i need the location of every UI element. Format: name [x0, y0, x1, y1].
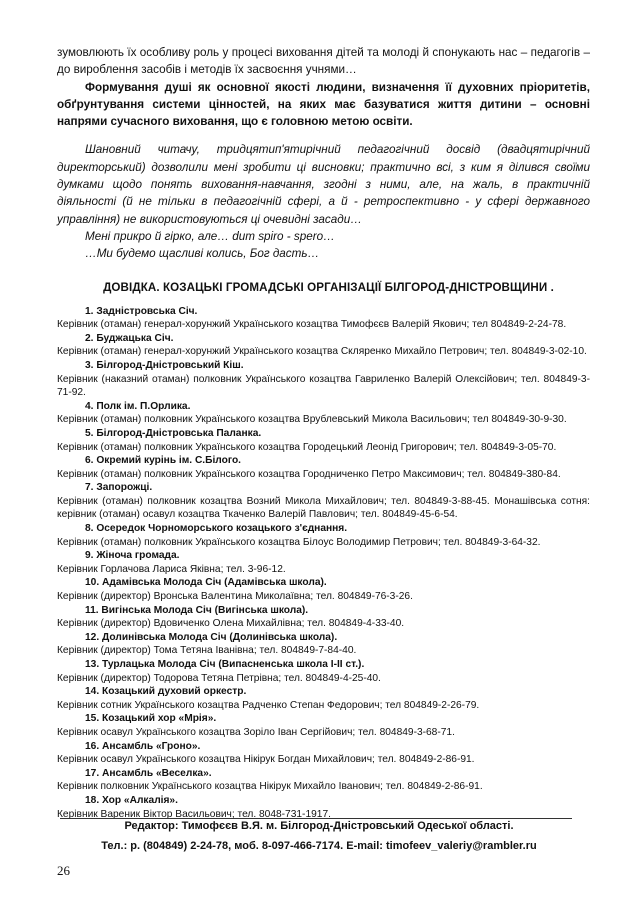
list-item [57, 305, 590, 332]
list-item [57, 631, 590, 658]
list-item [57, 740, 590, 767]
intro-paragraph-4: Мені прикро й гірко, але… dum spiro - spero… [85, 229, 335, 243]
org-body: Керівник (директор) Тома Тетяна Іванівна; тел. 804849-7-84-40. [57, 645, 357, 657]
org-title: 10. Адамівська Молода Січ (Адамівська школа). [85, 577, 327, 589]
intro-paragraph-3: Шановний читачу, тридцятип'ятирічний педагогічний досвід (двадцятирічний директорський) дозволили мені зробити ці висновки; практично всі, з ким я ділився своїми думками щодо понять виховання-навчання, згодні з ними, але, на жаль, в практичній діяльності (й не тільки в педагогічній сфері, а й - ретроспективно - у сфері державного управління) не використовуються ці очевидні засади… [57, 143, 590, 226]
org-body: Керівник (директор) Вдовиченко Олена Михайлівна; тел. 804849-4-33-40. [57, 618, 405, 630]
org-title: 4. Полк ім. П.Орлика. [85, 400, 191, 412]
page-content [57, 44, 590, 821]
footer-divider [60, 818, 572, 819]
org-body: Керівник Вареник Віктор Васильович; тел. 8048-731-1917. [57, 808, 331, 820]
org-body: Керівник (наказний отаман) полковник Українського козацтва Гавриленко Валерій Олексійович; тел. 804849-3-71-92. [57, 373, 590, 399]
intro-paragraph-1: зумовлюють їх особливу роль у процесі виховання дітей та молоді й спонукають нас – педагогів – до вироблення засобів і методів їх засвоєння учнями… [57, 46, 590, 77]
org-title: 1. Задністровська Січ. [85, 305, 198, 317]
org-title: 16. Ансамбль «Гроно». [85, 740, 201, 752]
org-body: Керівник осавул Українського козацтва Зоріло Іван Сергійович; тел. 804849-3-68-71. [57, 726, 455, 738]
org-title: 7. Запорожці. [85, 482, 153, 494]
list-item [57, 604, 590, 631]
org-title: 15. Козацький хор «Мрія». [85, 713, 217, 725]
page-number: 26 [57, 863, 70, 878]
org-body: Керівник (отаман) генерал-хорунжий Українського козацтва Скляренко Михайло Петрович; тел. 804849-3-02-10. [57, 346, 587, 358]
org-body: Керівник Горлачова Лариса Яківна; тел. 3-96-12. [57, 563, 286, 575]
list-item [57, 481, 590, 522]
org-title: 5. Білгород-Дністровська Паланка. [85, 427, 262, 439]
org-body: Керівник (отаман) полковник Українського козацтва Городецький Леонід Григорович; тел. 804849-3-05-70. [57, 441, 557, 453]
org-title: 8. Осередок Чорноморського козацького з'єднання. [85, 523, 348, 535]
list-item [57, 522, 590, 549]
list-item [57, 549, 590, 576]
org-title: 14. Козацький духовий оркестр. [85, 686, 247, 698]
section-heading: ДОВІДКА. КОЗАЦЬКІ ГРОМАДСЬКІ ОРГАНІЗАЦІЇ БІЛГОРОД-ДНІСТРОВЩИНИ . [103, 280, 554, 294]
list-item [57, 427, 590, 454]
org-body: Керівник (директор) Тодорова Тетяна Петрівна; тел. 804849-4-25-40. [57, 672, 381, 684]
org-body: Керівник (отаман) полковник Українського козацтва Врублевський Микола Васильович; тел 804849-30-9-30. [57, 414, 567, 426]
org-title: 13. Турлацька Молода Січ (Випасненська школа І-ІІ ст.). [85, 659, 365, 670]
org-title: 18. Хор «Алкалія». [85, 794, 178, 806]
organizations-list [57, 305, 590, 822]
org-body: Керівник (отаман) полковник козацтва Возний Микола Михайлович; тел. 804849-3-88-45. Монашівська сотня: керівник (отаман) осавул козацтва Ткаченко Валерій Павлович; тел. 804849-45-6-54. [57, 495, 590, 521]
list-item [57, 332, 590, 359]
intro-paragraph-5: …Ми будемо щасливі колись, Бог дасть… [85, 247, 320, 261]
list-item [57, 454, 590, 481]
org-title: 9. Жіноча громада. [85, 550, 180, 562]
list-item [57, 359, 590, 400]
list-item [57, 767, 590, 794]
org-body: Керівник осавул Українського козацтва Нікірук Богдан Михайлович; тел. 804849-2-86-91. [57, 754, 475, 766]
org-title: 11. Вигінська Молода Січ (Вигінська школа). [85, 604, 309, 616]
org-title: 6. Окремий курінь ім. С.Білого. [85, 455, 242, 467]
org-body: Керівник сотник Українського козацтва Радченко Степан Федорович; тел 804849-2-26-79. [57, 699, 480, 711]
org-body: Керівник (отаман) полковник Українського козацтва Городниченко Петро Максимович; тел. 804849-380-84. [57, 468, 561, 480]
intro-paragraph-2: Формування душі як основної якості людини, визначення її духовних пріоритетів, обґрунтування системи цінностей, на яких має базуватися життя дитини – основні напрями сучасного виховання, що є головною метою освіти. [57, 80, 590, 129]
org-title: 3. Білгород-Дністровський Кіш. [85, 359, 244, 371]
org-title: 2. Буджацька Січ. [85, 332, 174, 344]
org-title: 12. Долинівська Молода Січ (Долинівська школа). [85, 631, 338, 643]
list-item [57, 400, 590, 427]
org-title: 17. Ансамбль «Веселка». [85, 767, 212, 779]
footer-editor-line: Редактор: Тимофєєв В.Я. м. Білгород-Дністровський Одеської області. [124, 820, 514, 832]
list-item [57, 576, 590, 603]
list-item [57, 685, 590, 712]
org-body: Керівник (директор) Вронська Валентина Миколаївна; тел. 804849-76-3-26. [57, 591, 413, 603]
org-body: Керівник (отаман) полковник Українського козацтва Білоус Володимир Петрович; тел. 804849-3-64-32. [57, 536, 541, 548]
org-body: Керівник полковник Українського козацтва Нікірук Михайло Іванович; тел. 804849-2-86-91. [57, 781, 483, 793]
org-body: Керівник (отаман) генерал-хорунжий Українського козацтва Тимофєєв Валерій Якович; тел 804849-2-24-78. [57, 319, 567, 331]
list-item [57, 658, 590, 685]
footer-contact-line: Тел.: р. (804849) 2-24-78, моб. 8-097-466-7174. E-mail: timofeev_valeriy@rambler.ru [101, 840, 537, 852]
list-item [57, 712, 590, 739]
